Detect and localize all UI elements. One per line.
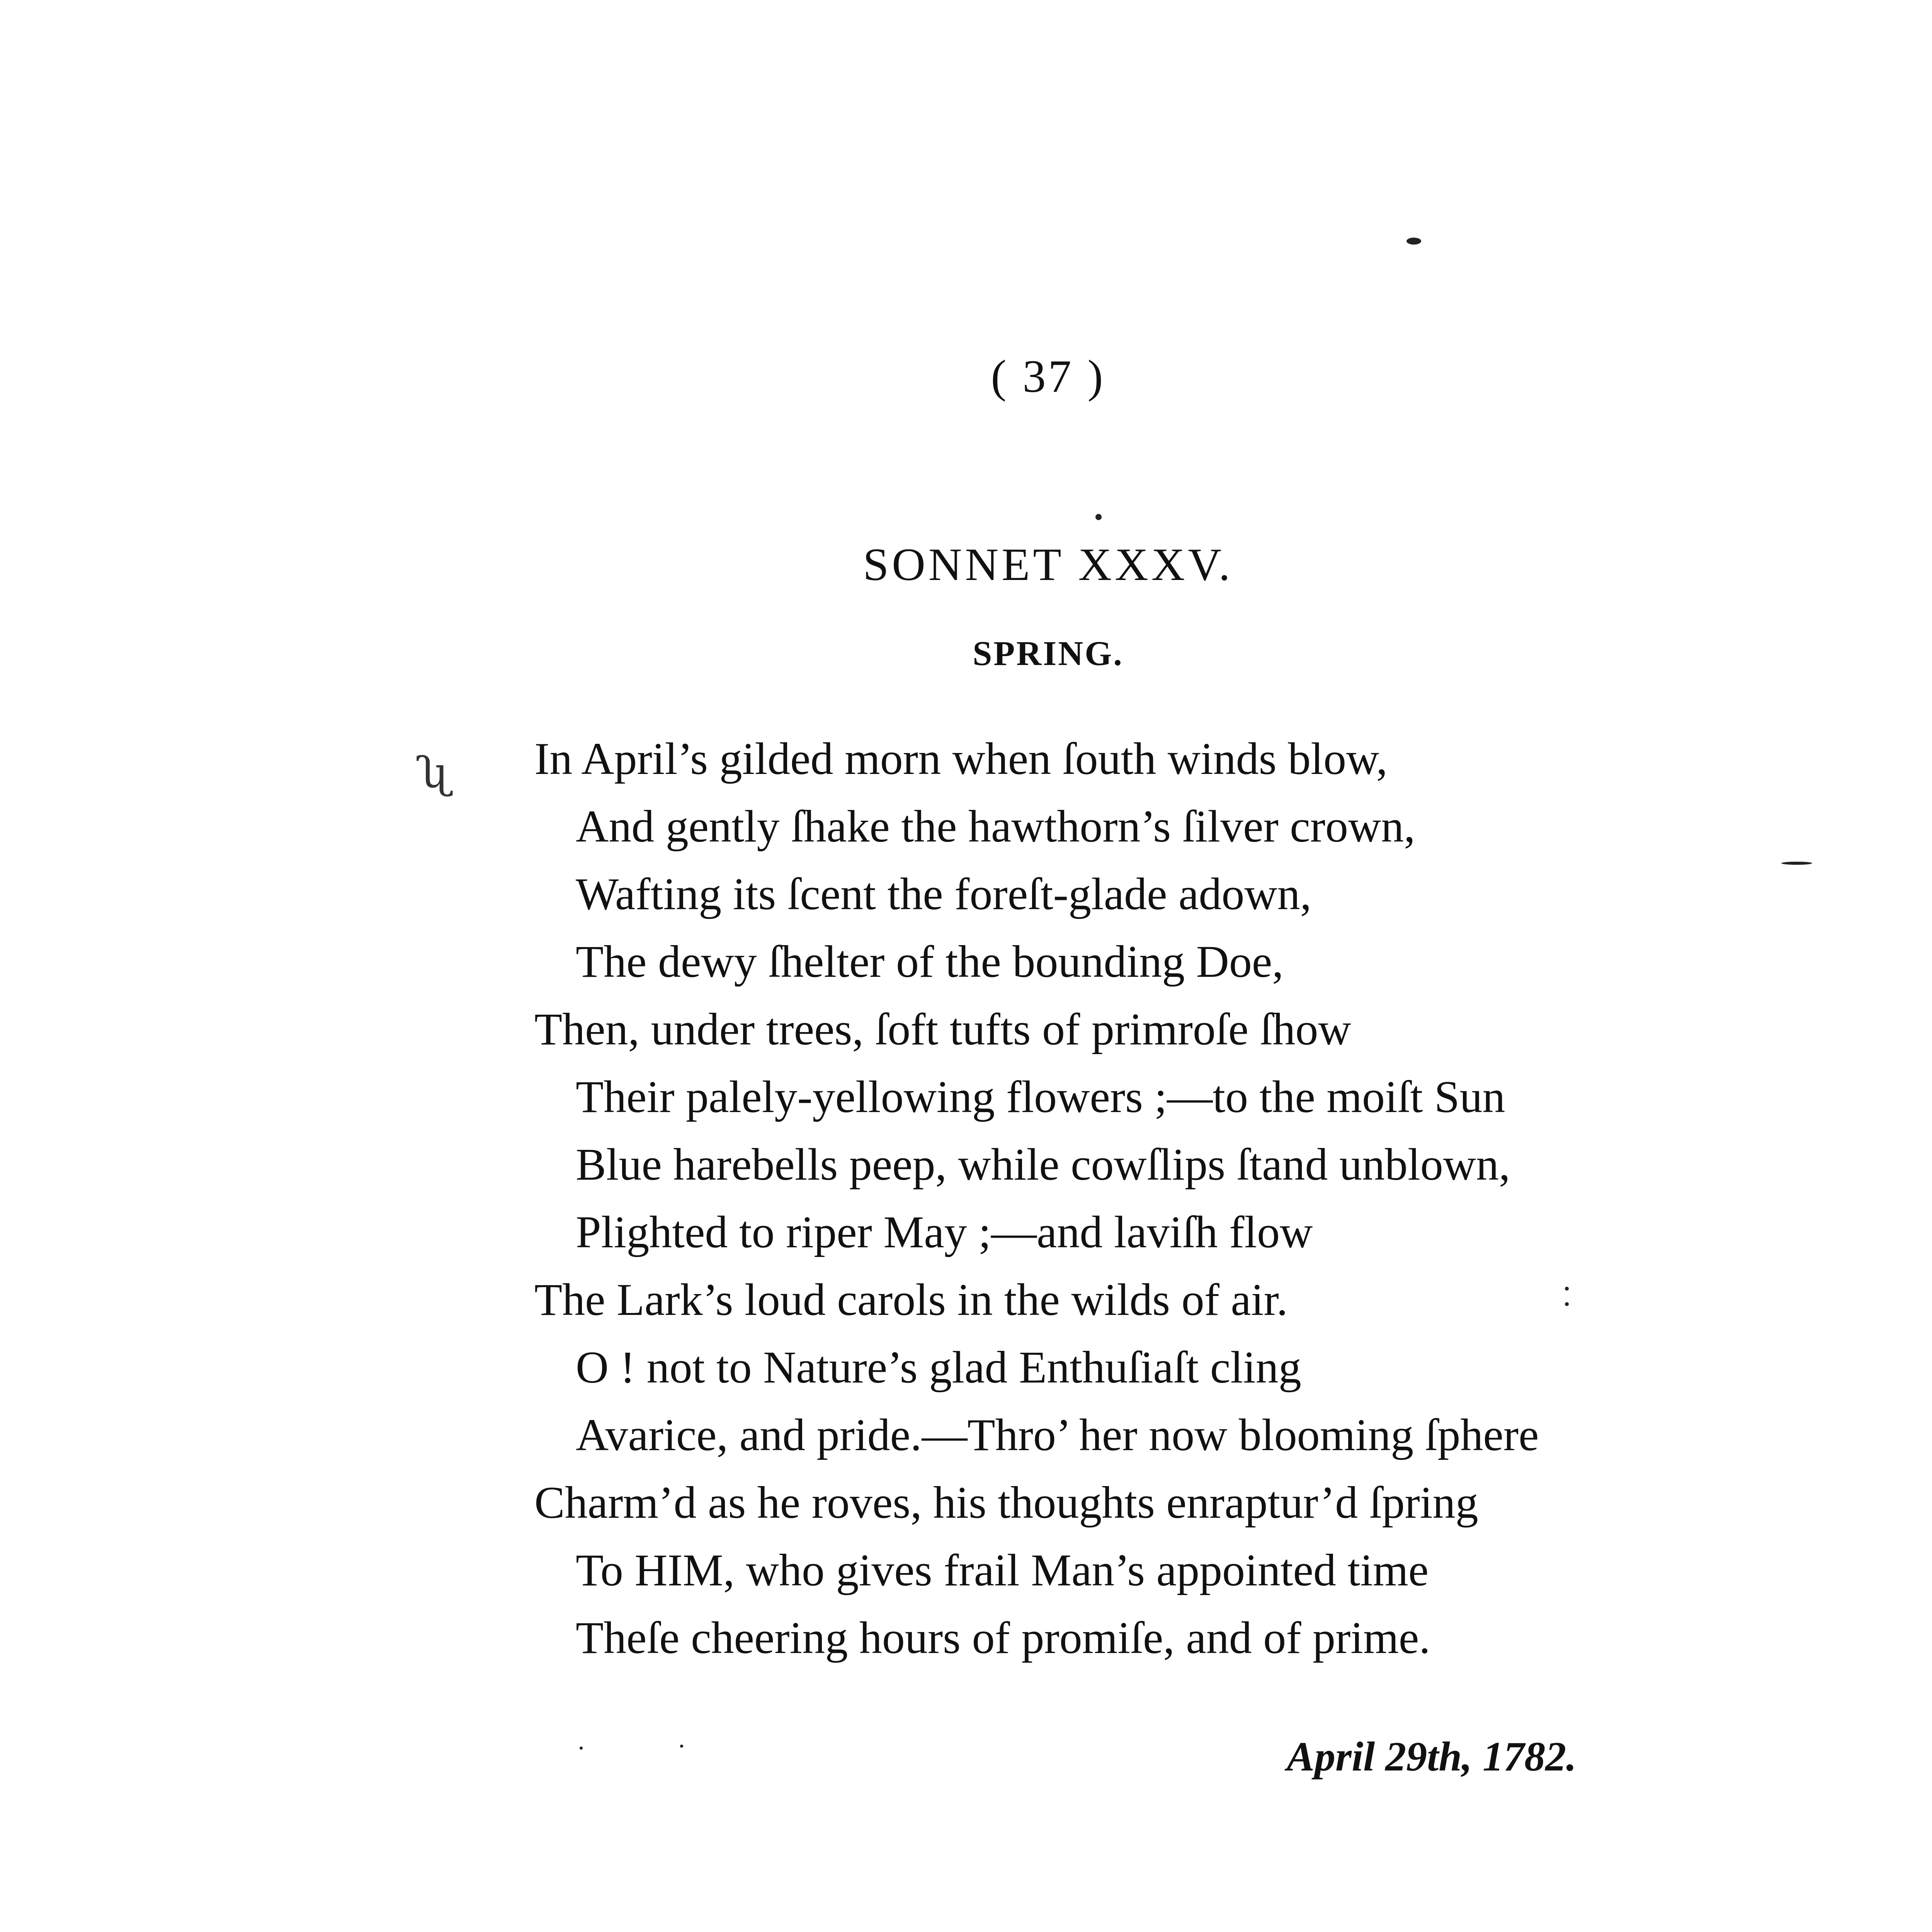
poem-line: Avarice, and pride.—Thro’ her now blooming ſphere: [576, 1410, 1539, 1460]
poem-line: Blue harebells peep, while cowſlips ſtand unblown,: [576, 1139, 1510, 1190]
poem-line: Theſe cheering hours of promiſe, and of prime.: [576, 1612, 1430, 1663]
poem-line: And gently ſhake the hawthorn’s ſilver crown,: [576, 801, 1415, 852]
poem-line: O ! not to Nature’s glad Enthuſiaſt cling: [576, 1342, 1301, 1393]
scan-speck: [1565, 1287, 1569, 1291]
poem-line: Their palely-yellowing flowers ;—to the moiſt Sun: [576, 1071, 1505, 1122]
scan-speck: [1781, 862, 1812, 865]
scan-speck: [1095, 514, 1102, 520]
sonnet-title: SONNET XXXV.: [863, 539, 1233, 590]
poem-line: In April’s gilded morn when ſouth winds blow,: [534, 733, 1388, 784]
poem-line: Then, under trees, ſoft tufts of primroſe ſhow: [534, 1004, 1351, 1054]
poem-line: The dewy ſhelter of the bounding Doe,: [576, 936, 1284, 987]
poem-line: Plighted to riper May ;—and laviſh flow: [576, 1207, 1313, 1257]
date-line: April 29th, 1782.: [1287, 1734, 1577, 1780]
margin-annotation-mark: ʯ: [415, 748, 448, 797]
poem-line: Charm’d as he roves, his thoughts enraptur’d ſpring: [534, 1477, 1478, 1528]
sonnet-subtitle: SPRING.: [973, 634, 1124, 673]
poem-line: Wafting its ſcent the foreſt-glade adown,: [576, 869, 1312, 919]
scan-speck: [1565, 1302, 1569, 1306]
scan-speck: [580, 1747, 583, 1750]
scan-speck: [1406, 238, 1421, 245]
scan-speck: [680, 1745, 683, 1748]
poem-line: To HIM, who gives frail Man’s appointed time: [576, 1545, 1429, 1595]
poem-line: The Lark’s loud carols in the wilds of air.: [534, 1274, 1288, 1325]
page-number: ( 37 ): [991, 350, 1105, 402]
